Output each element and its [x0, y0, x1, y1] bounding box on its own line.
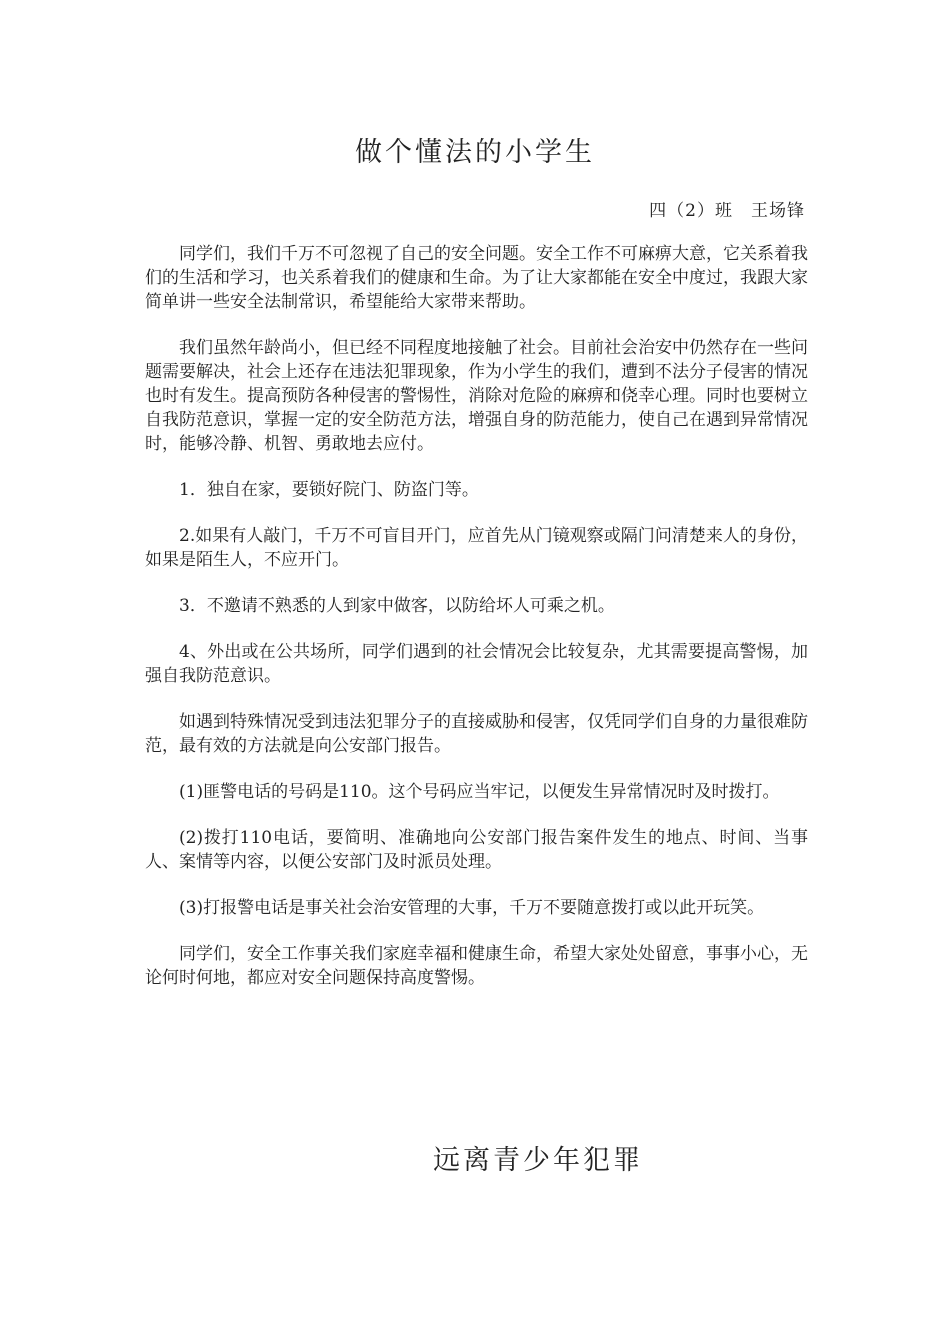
paragraph-tip-3: 3．不邀请不熟悉的人到家中做客，以防给坏人可乘之机。 — [179, 596, 615, 616]
paragraph-intro: 同学们，我们千万不可忽视了自己的安全问题。安全工作不可麻痹大意，它关系着我们的生活和学习，也关系着我们的健康和生命。为了让大家都能在安全中度过，我跟大家简单讲一些安全法制常识，希望能给大家带来帮助。 — [145, 244, 808, 312]
paragraph-phone-3: (3)打报警电话是事关社会治安管理的大事，千万不要随意拨打或以此开玩笑。 — [179, 898, 765, 918]
paragraph-context: 我们虽然年龄尚小，但已经不同程度地接触了社会。目前社会治安中仍然存在一些问题需要解决，社会上还存在违法犯罪现象，作为小学生的我们，遭到不法分子侵害的情况也时有发生。提高预防各种侵害的警惕性，消除对危险的麻痹和侥幸心理。同时也要树立自我防范意识，掌握一定的安全防范方法，增强自身的防范能力，使自己在遇到异常情况时，能够冷静、机智、勇敢地去应付。 — [145, 338, 808, 454]
paragraph-tip-4: 4、外出或在公共场所，同学们遇到的社会情况会比较复杂，尤其需要提高警惕，加强自我防范意识。 — [145, 642, 808, 686]
paragraph-tip-2: 2.如果有人敲门，千万不可盲目开门，应首先从门镜观察或隔门问清楚来人的身份，如果是陌生人，不应开门。 — [145, 526, 808, 570]
next-section-title: 远离青少年犯罪 — [433, 1145, 643, 1176]
author-line: 四（2）班 王场锋 — [649, 201, 805, 221]
paragraph-conclusion: 同学们，安全工作事关我们家庭幸福和健康生命，希望大家处处留意，事事小心，无论何时何地，都应对安全问题保持高度警惕。 — [145, 944, 808, 988]
paragraph-phone-2: (2)拨打110电话，要简明、准确地向公安部门报告案件发生的地点、时间、当事人、案情等内容，以便公安部门及时派员处理。 — [145, 828, 808, 872]
paragraph-phone-1: (1)匪警电话的号码是110。这个号码应当牢记，以便发生异常情况时及时拨打。 — [179, 782, 780, 802]
paragraph-report: 如遇到特殊情况受到违法犯罪分子的直接威胁和侵害，仅凭同学们自身的力量很难防范，最有效的方法就是向公安部门报告。 — [145, 712, 808, 756]
document-body — [145, 242, 808, 1012]
paragraph-tip-1: 1．独自在家，要锁好院门、防盗门等。 — [179, 480, 479, 500]
document-title: 做个懂法的小学生 — [355, 137, 595, 168]
